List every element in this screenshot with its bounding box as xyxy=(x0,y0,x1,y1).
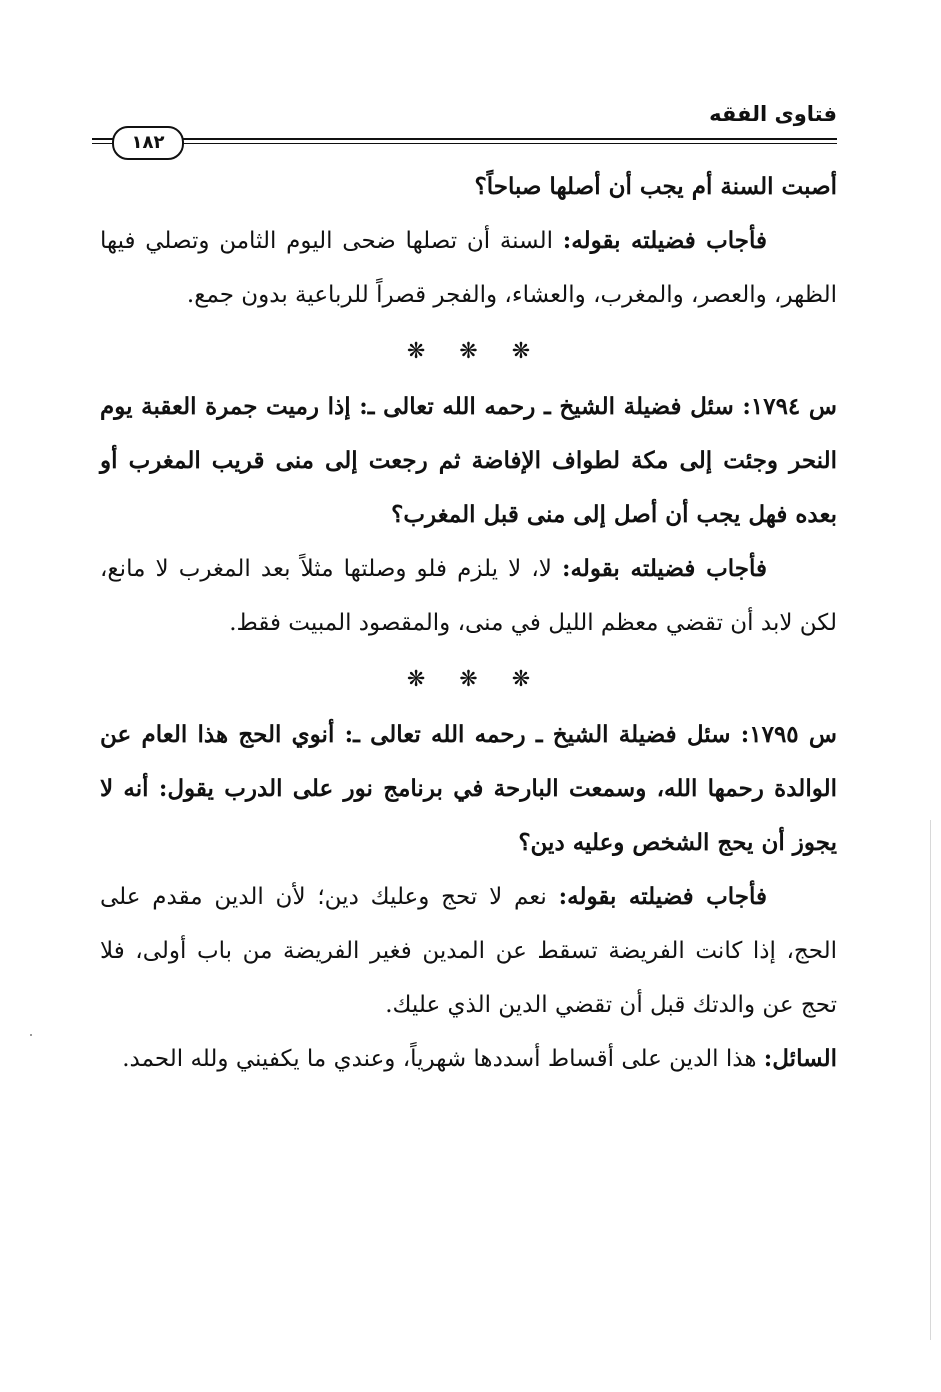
running-title: فتاوى الفقه xyxy=(709,102,837,126)
question-text: سئل فضيلة الشيخ ـ رحمه الله تعالى ـ: إذا رميت جمرة العقبة يوم النحر وجئت إلى مكة لطواف الإفاضة ثم رجعت إلى منى قريب المغرب أو بعده فهل يجب أن أصل إلى منى قبل المغرب؟ xyxy=(100,393,837,528)
section-separator xyxy=(100,652,837,708)
scan-edge-line xyxy=(930,820,931,1340)
page-number: ١٨٢ xyxy=(112,126,184,160)
question-text: سئل فضيلة الشيخ ـ رحمه الله تعالى ـ: أنوي الحج هذا العام عن الوالدة رحمها الله، وسمعت البارحة في برنامج نور على الدرب يقول: أنه لا يجوز أن يحج الشخص وعليه دين؟ xyxy=(100,721,837,856)
page-header xyxy=(92,98,837,158)
star-ornament: ❋ xyxy=(406,667,426,692)
star-ornament: ❋ xyxy=(511,339,531,364)
star-ornament: ❋ xyxy=(406,339,426,364)
star-ornament: ❋ xyxy=(459,667,478,692)
answer-text: نعم لا تحج وعليك دين؛ لأن الدين مقدم على الحج، إذا كانت الفريضة تسقط عن المدين فغير الفريضة من باب أولى، فلا تحج عن والدتك قبل أن تقضي الدين الذي عليك. xyxy=(100,884,837,1018)
answer-1794 xyxy=(100,542,837,650)
question-number: س ١٧٩٤: xyxy=(742,393,837,420)
section-separator xyxy=(100,324,837,380)
asker-text: هذا الدين على أقساط أسددها شهرياً، وعندي ما يكفيني ولله الحمد. xyxy=(122,1046,757,1072)
header-rule-thin xyxy=(92,143,837,144)
question-1795 xyxy=(100,708,837,870)
asker-label: السائل: xyxy=(763,1045,837,1072)
answer-label: فأجاب فضيلته بقوله: xyxy=(562,555,767,582)
answer-label: فأجاب فضيلته بقوله: xyxy=(562,227,768,254)
question-number: س ١٧٩٥: xyxy=(740,721,838,748)
star-ornament: ❋ xyxy=(459,339,478,364)
answer-paragraph xyxy=(100,214,837,322)
page-body xyxy=(100,160,837,1086)
answer-text: السنة أن تصلها ضحى اليوم الثامن وتصلي فيها الظهر، والعصر، والمغرب، والعشاء، والفجر قصراً للرباعية بدون جمع. xyxy=(100,228,837,308)
star-ornament: ❋ xyxy=(511,667,531,692)
asker-followup xyxy=(100,1032,837,1086)
answer-label: فأجاب فضيلته بقوله: xyxy=(558,883,768,910)
question-1794 xyxy=(100,380,837,542)
scan-speck xyxy=(30,1034,32,1036)
header-rule xyxy=(92,138,837,140)
answer-text: لا، لا يلزم فلو وصلتها مثلاً بعد المغرب لا مانع، لكن لابد أن تقضي معظم الليل في منى، والمقصود المبيت فقط. xyxy=(100,556,837,636)
answer-1795 xyxy=(100,870,837,1032)
question-tail: أصبت السنة أم يجب أن أصلها صباحاً؟ xyxy=(474,173,837,200)
